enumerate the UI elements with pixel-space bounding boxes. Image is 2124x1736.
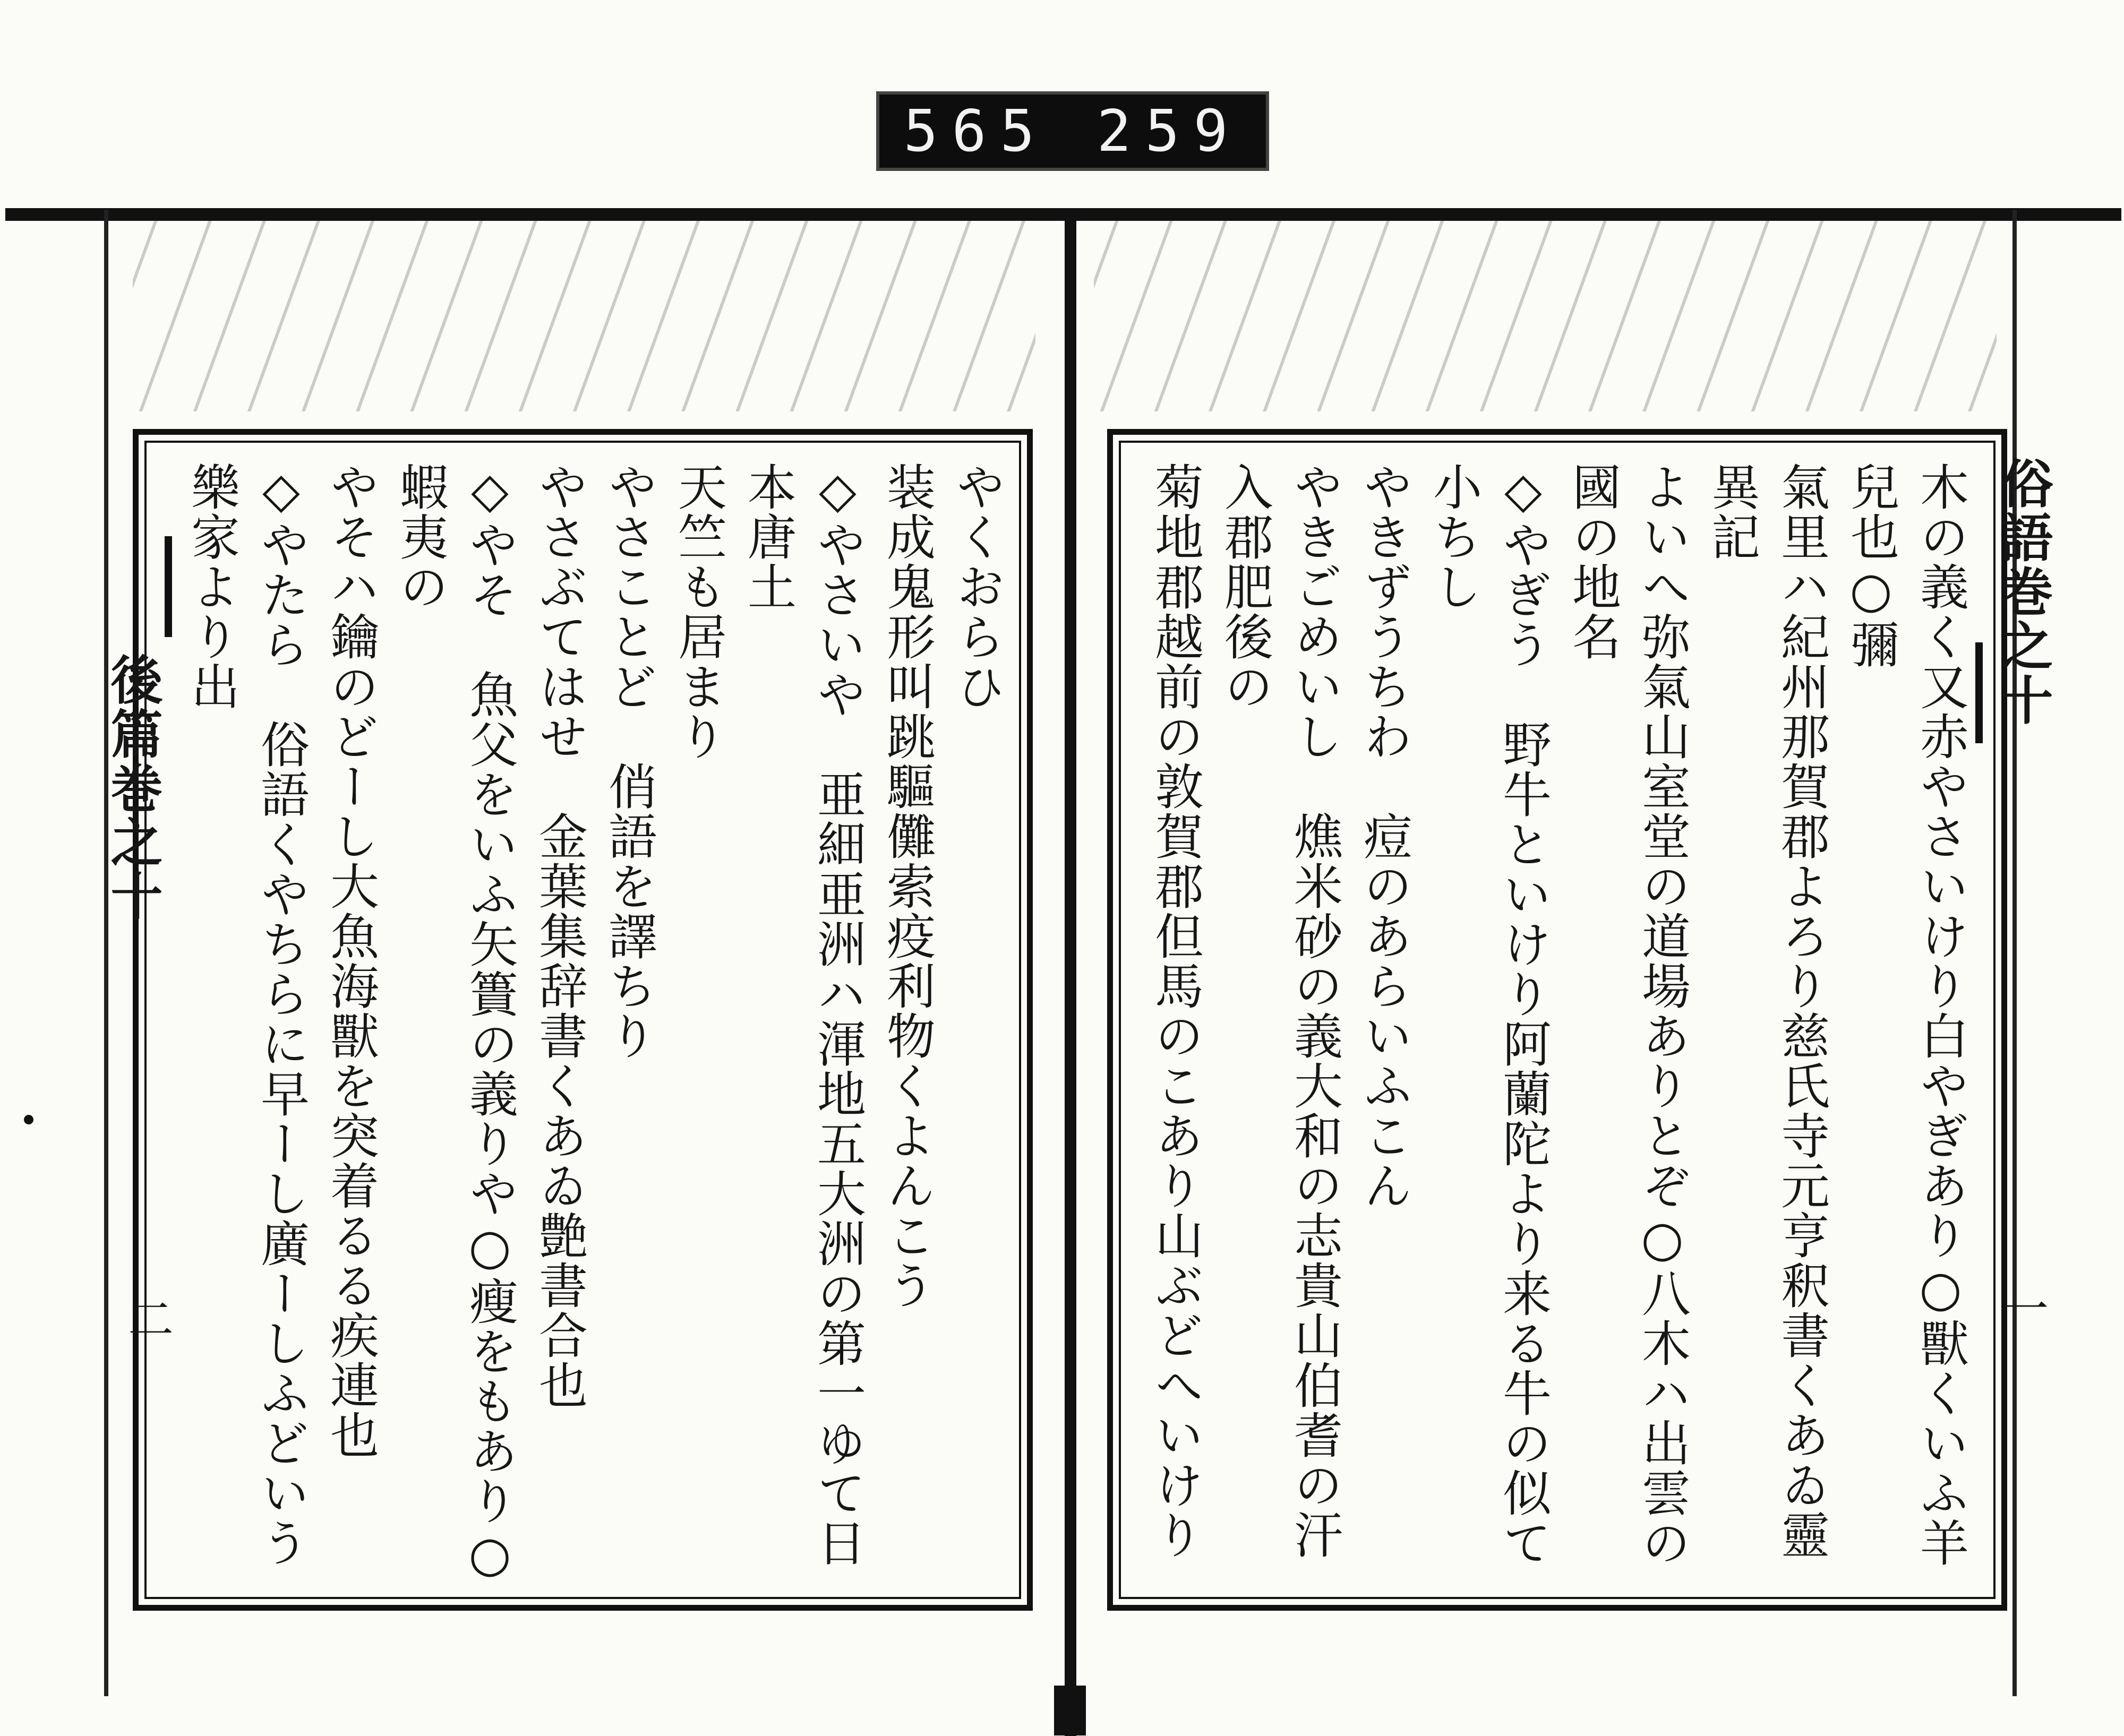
book-spine-foot: [1054, 1686, 1086, 1735]
right-gutter-tab: [1975, 642, 1983, 743]
shelfmark-right-number: 259: [1097, 98, 1242, 165]
left-page-text: やくおらひ 装成鬼形叫跳驅儺索疫利物くよんこう ◇やさいや 亜細亜洲ハ渾地五大洲の第一ゆて日本唐土 天竺も居まり やさことど 俏語を譯ちり やさぶてはせ 金葉集辞書くあゐ艶書合也 ◇やそ 魚父をいふ矢簣の義りや○瘦をもあり○蝦夷の やそハ鑰のどーし大魚海獸を突着るる疾連也 ◇やたら 俗語くやちらに早ーし廣ーしふどいう樂家より出: [183, 462, 1005, 1584]
book-spine-line: [1065, 218, 1076, 1736]
right-outer-edge-rule: [2012, 210, 2017, 1696]
right-page-gutter-title: 俗語巻之十: [1992, 457, 2053, 727]
ink-blot-mark: [24, 1115, 33, 1124]
left-gutter-tab: [165, 536, 172, 637]
right-page-folio: 一: [1995, 1285, 2048, 1330]
left-page-folio: 二: [120, 1295, 173, 1341]
shelfmark-label: [876, 91, 1269, 171]
right-top-worm-damage: [1094, 220, 1997, 411]
left-outer-edge-rule: [104, 210, 108, 1696]
right-page-text: 木の義く又赤やさいけり白やぎあり○獸くいふ羊兒也○彌 氣里ハ紀州那賀郡よろり慈氏寺元亨釈書くあゐ靈異記 よいへ弥氣山室堂の道場ありとぞ○八木ハ出雲の國の地名 ◇やぎう 野牛といけり阿蘭陀より来る牛の似て小ちし やきずうちわ 痘のあらいふこん やきごめいし 燋米砂の義大和の志貴山伯耆の汗入郡肥後の 菊地郡越前の敦賀郡但馬のこあり山ぶどへいけり: [1147, 462, 1969, 1568]
shelfmark-left-number: 565: [903, 98, 1049, 165]
left-page-gutter-title: 後篇巻之十: [102, 653, 163, 924]
left-top-worm-damage: [133, 220, 1035, 411]
top-border-rule: [5, 208, 2121, 221]
